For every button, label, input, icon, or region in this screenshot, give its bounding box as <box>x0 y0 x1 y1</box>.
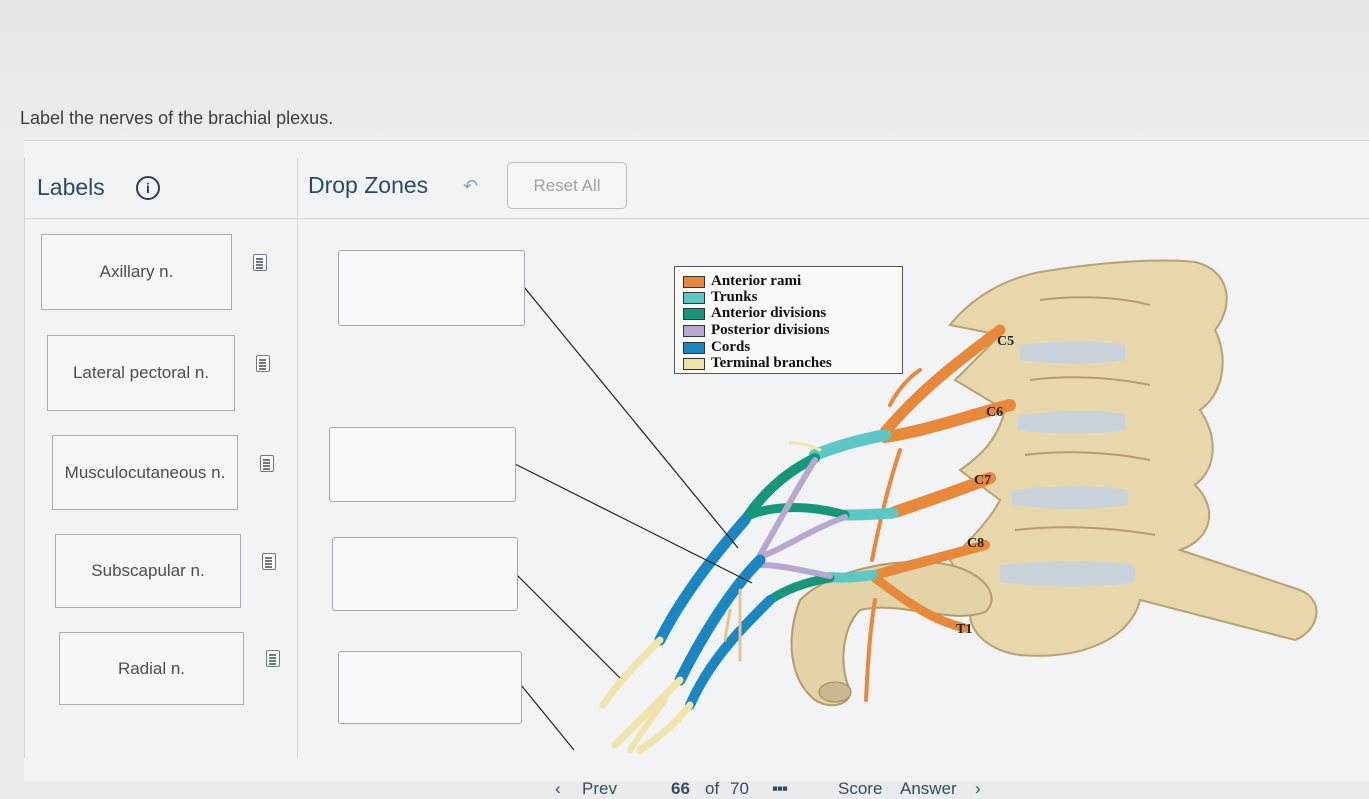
reset-all-button[interactable]: Reset All <box>507 162 627 209</box>
posterior-divisions <box>760 460 845 576</box>
drop-zones-title: Drop Zones <box>308 172 429 198</box>
legend-swatch <box>683 325 705 337</box>
legend-swatch <box>683 276 705 288</box>
cords <box>660 520 770 705</box>
drop-zone-3[interactable] <box>332 537 518 611</box>
drop-zone-2[interactable] <box>329 427 516 502</box>
drop-zone-1[interactable] <box>338 250 525 326</box>
label-card-radial[interactable]: Radial n. <box>59 632 244 705</box>
vertebral-column <box>950 260 1316 655</box>
legend-item: Anterior divisions <box>683 306 826 322</box>
score-label: Score <box>838 779 883 798</box>
legend <box>674 266 903 374</box>
answer-label: Answer <box>900 779 957 798</box>
vertebra-label-c5: C5 <box>997 334 1015 349</box>
legend-item: Posterior divisions <box>683 323 829 339</box>
legend-swatch <box>683 342 705 354</box>
page-of: of <box>705 779 720 798</box>
legend-item: Anterior rami <box>683 274 801 290</box>
drop-zone-4[interactable] <box>338 651 522 724</box>
legend-item: Terminal branches <box>683 356 832 372</box>
page-total: 70 <box>730 779 749 798</box>
chevron-right-icon[interactable]: › <box>975 779 981 798</box>
legend-swatch <box>683 358 705 370</box>
vertebra-label-t1: T1 <box>956 622 973 637</box>
question-text: Label the nerves of the brachial plexus. <box>20 108 334 128</box>
undo-icon[interactable]: ↶ <box>463 176 479 196</box>
labels-title: Labels <box>37 174 105 200</box>
page-current: 66 <box>671 779 690 798</box>
legend-item: Cords <box>683 340 750 356</box>
vertebra-label-c8: C8 <box>967 536 985 551</box>
chevron-left-icon[interactable]: ‹ <box>555 779 561 798</box>
legend-swatch <box>683 308 705 320</box>
vertebra-label-c6: C6 <box>986 405 1004 420</box>
rib-cut-end <box>819 682 851 702</box>
vertebra-label-c7: C7 <box>974 473 992 488</box>
label-card-lateral-pectoral[interactable]: Lateral pectoral n. <box>47 335 235 411</box>
footer-nav <box>0 775 1369 798</box>
info-icon[interactable]: i <box>136 176 160 200</box>
prev-button[interactable]: Prev <box>582 779 617 798</box>
label-card-musculocutaneous[interactable]: Musculocutaneous n. <box>52 435 238 510</box>
label-card-subscapular[interactable]: Subscapular n. <box>55 534 241 608</box>
label-card-axillary[interactable]: Axillary n. <box>41 234 232 310</box>
legend-swatch <box>683 292 705 304</box>
grid-icon[interactable]: ▪▪▪ <box>772 779 788 798</box>
legend-item: Trunks <box>683 290 757 306</box>
terminal-branches <box>603 443 820 750</box>
